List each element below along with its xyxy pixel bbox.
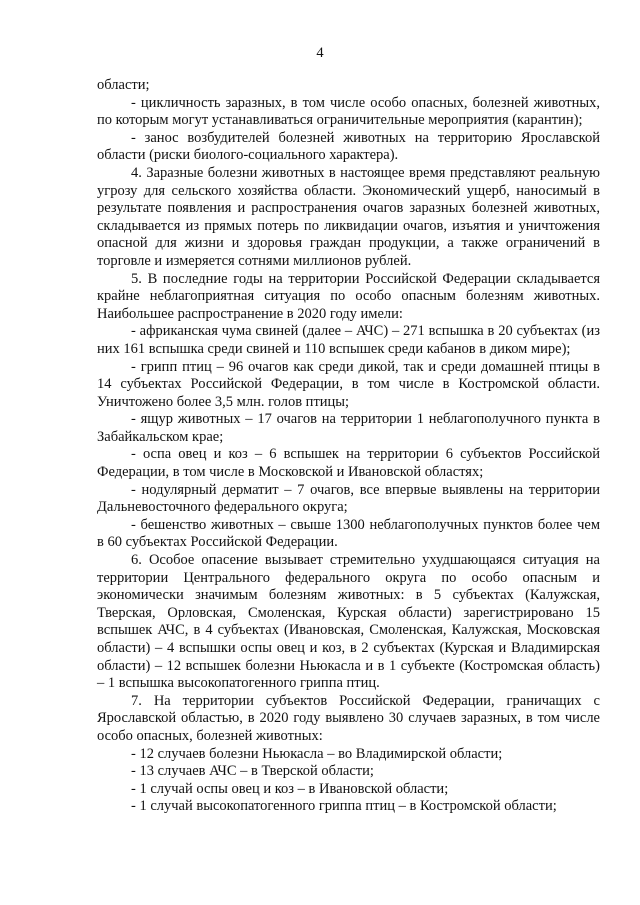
paragraph: - бешенство животных – свыше 1300 неблагополучных пунктов более чем в 60 субъектах Российской Федерации. bbox=[97, 516, 600, 551]
paragraph: - 13 случаев АЧС – в Тверской области; bbox=[131, 763, 374, 780]
paragraph: 6. Особое опасение вызывает стремительно ухудшающаяся ситуация на территории Центрального федерального округа по особо опасным и экономически значимым болезням животных: в 5 субъектах (Калужская, Тверская, Орловская, Смоленская, Курская области) зарегистрировано 15 вспышек АЧС, в 4 субъектах (Ивановская, Смоленская, Калужская, Московская области) – 4 вспышки оспы овец и коз, в 2 субъектах (Курская и Владимирская области) – 12 вспышек болезни Ньюкасла и в 1 субъекте (Костромская область) – 1 вспышка высокопатогенного гриппа птиц. bbox=[97, 552, 600, 692]
paragraph: 7. На территории субъектов Российской Федерации, граничащих с Ярославской областью, в 2020 году выявлено 30 случаев заразных, в том числе особо опасных, болезней животных: bbox=[97, 692, 600, 744]
paragraph: области; bbox=[97, 77, 150, 93]
paragraph: - ящур животных – 17 очагов на территории 1 неблагополучного пункта в Забайкальском крае; bbox=[97, 411, 600, 445]
paragraph: - занос возбудителей болезней животных на территорию Ярославской области (риски биолого-социального характера). bbox=[97, 129, 600, 164]
paragraph: 4. Заразные болезни животных в настоящее время представляют реальную угрозу для сельского хозяйства области. Экономический ущерб, наносимый в результате появления и распространения очагов заразных болезней животных, складывается из прямых потерь по ликвидации очагов, изъятия и уничтожения опасной для жизни и здоровья граждан продукции, а также ограничений в торговле и измеряется сотнями миллионов рублей. bbox=[97, 164, 600, 269]
paragraph: - цикличность заразных, в том числе особо опасных, болезней животных, по которым могут устанавливаться ограничительные мероприятия (карантин); bbox=[97, 94, 600, 129]
document-body bbox=[97, 77, 600, 816]
paragraph: - африканская чума свиней (далее – АЧС) – 271 вспышка в 20 субъектах (из них 161 вспышка среди свиней и 110 вспышек среди кабанов в диком мире); bbox=[97, 323, 600, 357]
paragraph: - грипп птиц – 96 очагов как среди дикой, так и среди домашней птицы в 14 субъектах Российской Федерации, в том числе в Костромской области. Уничтожено более 3,5 млн. голов птицы; bbox=[97, 358, 600, 410]
page-number: 4 bbox=[316, 45, 324, 61]
paragraph: - нодулярный дерматит – 7 очагов, все впервые выявлены на территории Дальневосточного федерального округа; bbox=[97, 481, 600, 516]
paragraph: - 1 случай высокопатогенного гриппа птиц – в Костромской области; bbox=[131, 798, 557, 815]
paragraph: - оспа овец и коз – 6 вспышек на территории 6 субъектов Российской Федерации, в том числе в Московской и Ивановской областях; bbox=[97, 446, 600, 481]
paragraph: - 1 случай оспы овец и коз – в Ивановской области; bbox=[131, 780, 449, 797]
paragraph: - 12 случаев болезни Ньюкасла – во Владимирской области; bbox=[131, 745, 503, 762]
paragraph: 5. В последние годы на территории Российской Федерации складывается крайне неблагоприятная ситуация по особо опасным болезням животных. Наибольшее распространение в 2020 году имели: bbox=[97, 270, 600, 322]
